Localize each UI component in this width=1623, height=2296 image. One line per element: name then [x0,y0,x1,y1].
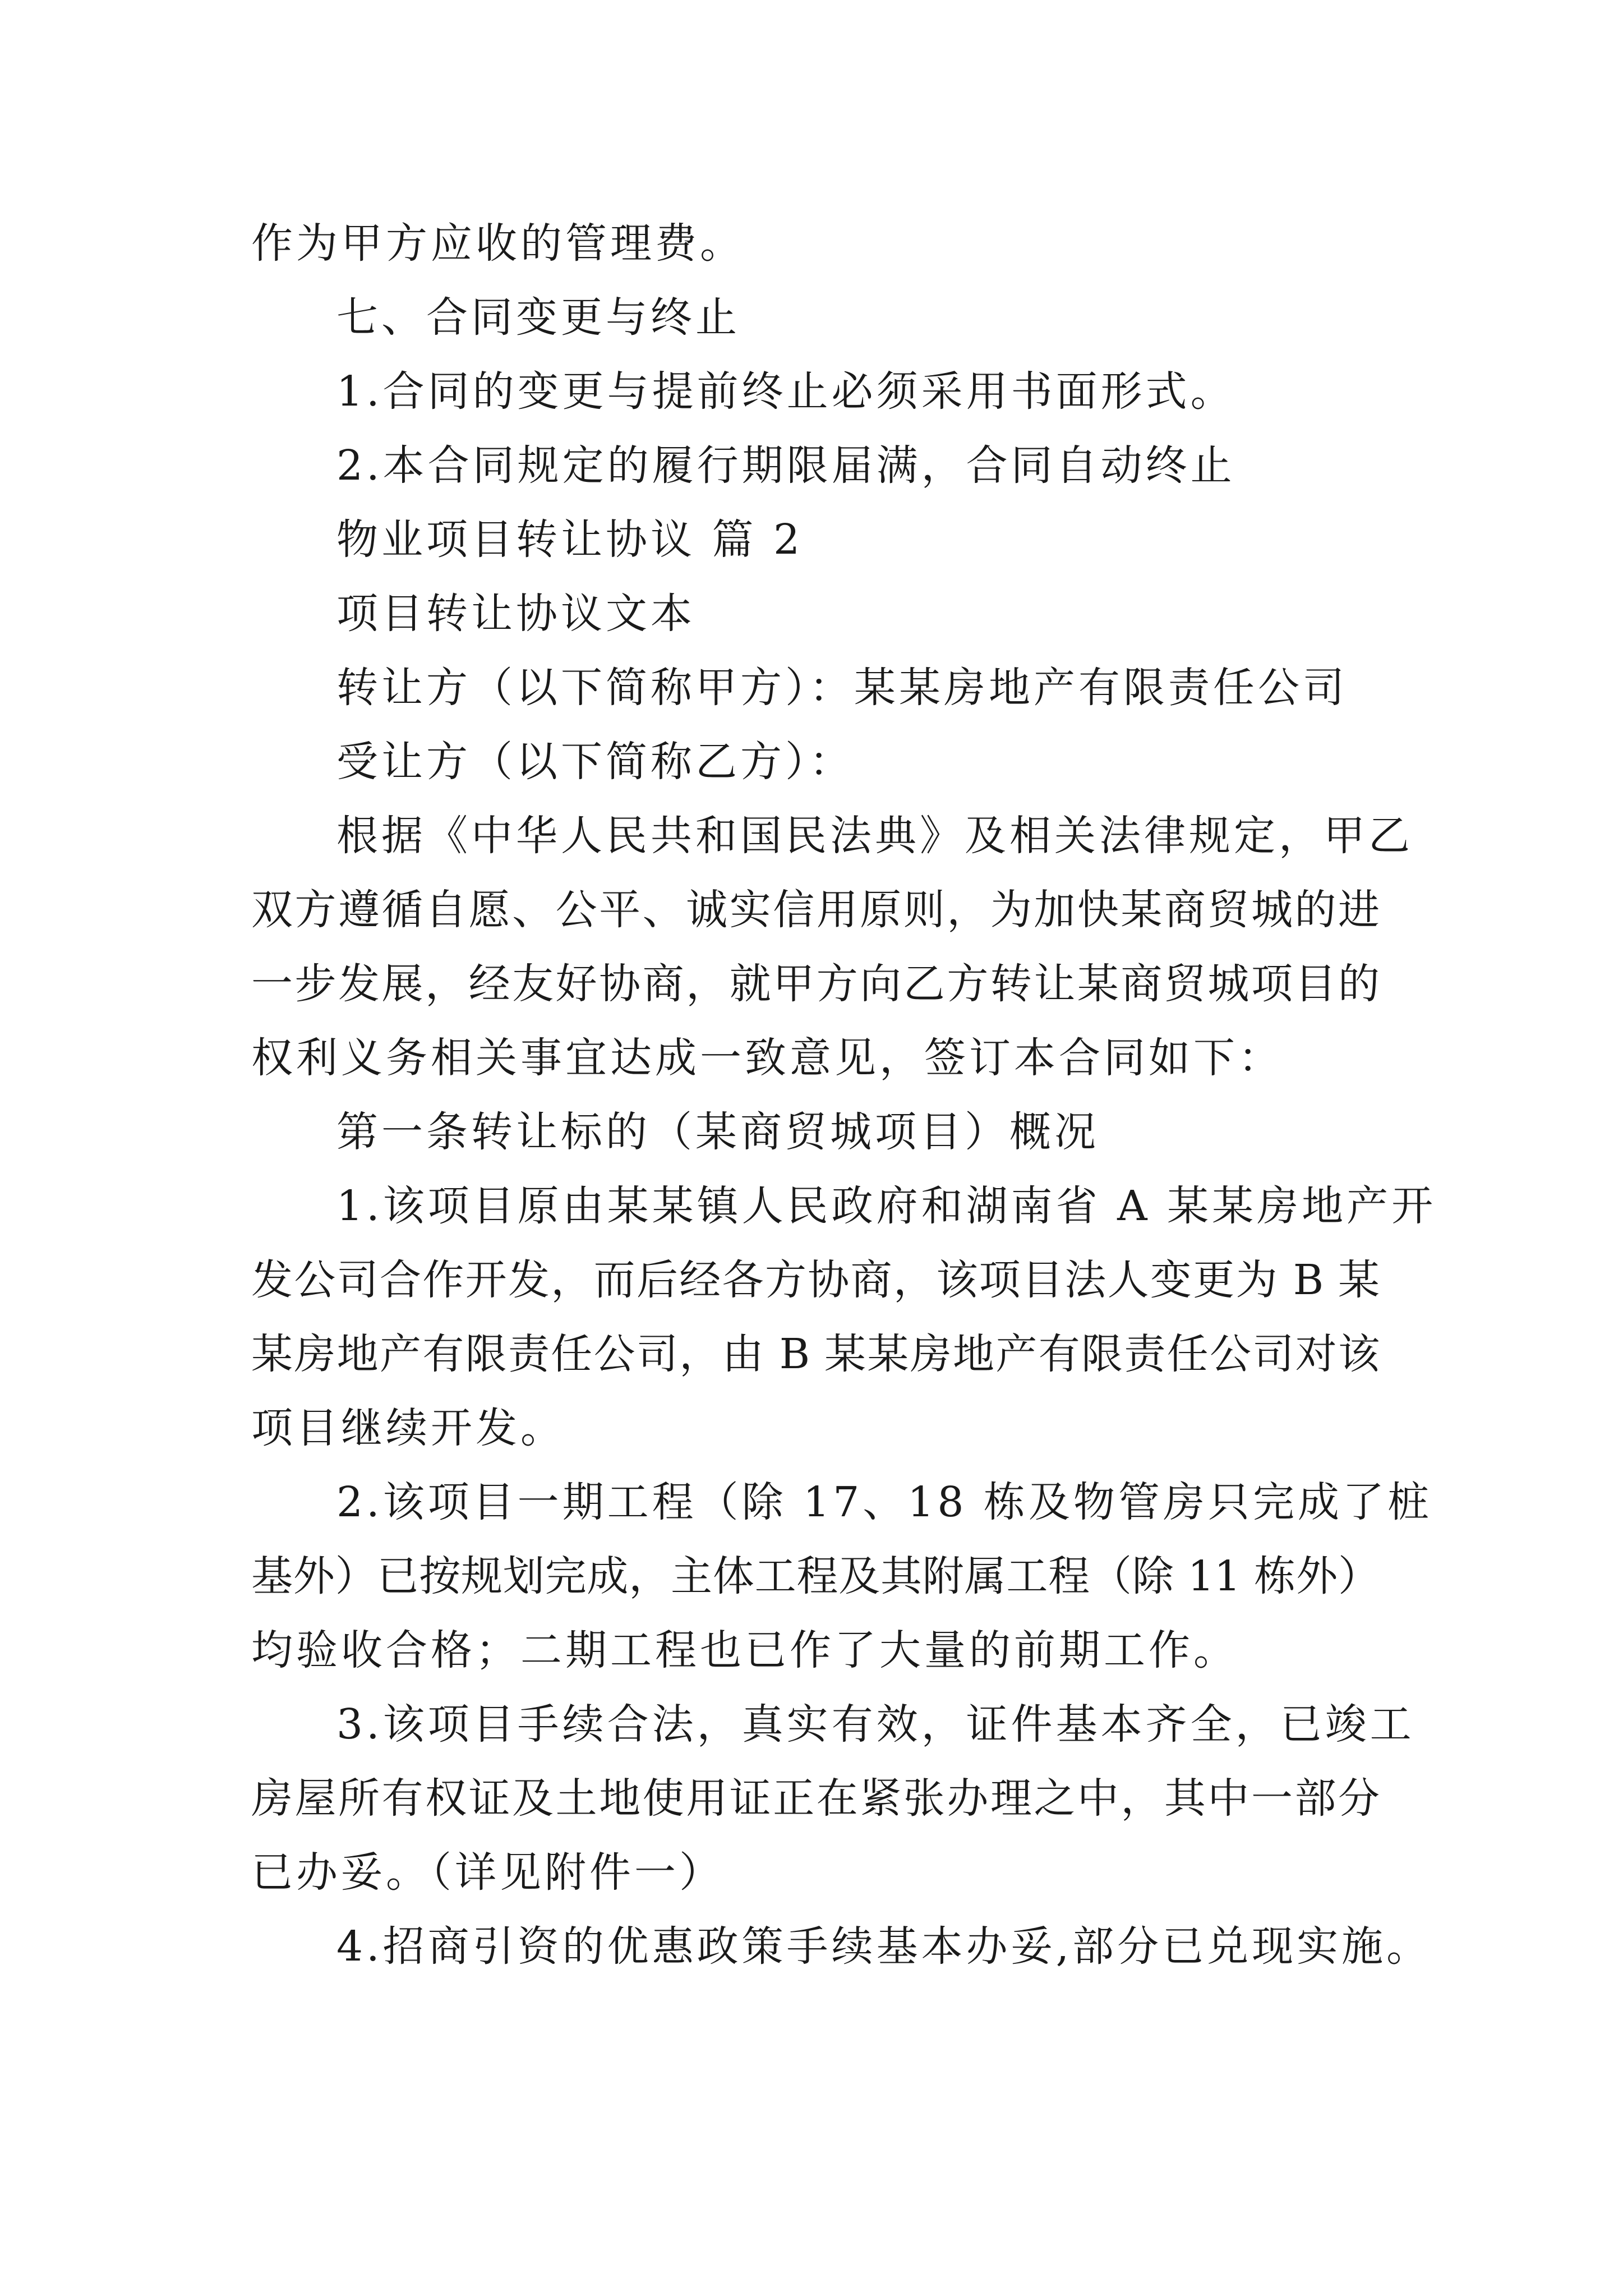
section-heading-7: 七、合同变更与终止 [336,293,740,342]
text-line-1: 作为甲方应收的管理费。 [251,219,745,268]
text-line-21: 3.该项目手续合法，真实有效，证件基本齐全，已竣工 [336,1700,1415,1749]
document-subtitle: 项目转让协议文本 [336,590,695,638]
text-line-23: 已办妥。（详见附件一） [251,1848,724,1897]
text-line-3: 1.合同的变更与提前终止必须采用书面形式。 [336,367,1235,416]
text-line-11: 一步发展，经友好协商，就甲方向乙方转让某商贸城项目的 [251,960,1380,1008]
text-line-24: 4.招商引资的优惠政策手续基本办妥,部分已兑现实施。 [336,1922,1432,1971]
document-title-part-2: 物业项目转让协议 篇 2 [336,516,804,564]
text-line-18: 2.该项目一期工程（除 17、18 栋及物管房只完成了桩 [336,1478,1432,1526]
text-line-14: 1.该项目原由某某镇人民政府和湖南省 A 某某房地产开 [336,1182,1437,1230]
article-1-heading: 第一条转让标的（某商贸城项目）概况 [336,1108,1099,1156]
transferee-line: 受让方（以下简称乙方）： [336,738,854,786]
text-line-4: 2.本合同规定的履行期限届满，合同自动终止 [336,441,1235,490]
text-line-22: 房屋所有权证及土地使用证正在紧张办理之中，其中一部分 [251,1774,1380,1823]
text-line-19: 基外）已按规划完成，主体工程及其附属工程（除 11 栋外） [251,1552,1380,1600]
transferor-line: 转让方（以下简称甲方）：某某房地产有限责任公司 [336,664,1348,712]
text-line-17: 项目继续开发。 [251,1404,565,1452]
text-line-15: 发公司合作开发，而后经各方协商，该项目法人变更为 B 某 [251,1256,1380,1304]
text-line-9: 根据《中华人民共和国民法典》及相关法律规定，甲乙 [336,812,1413,860]
text-line-20: 均验收合格；二期工程也已作了大量的前期工作。 [251,1626,1238,1674]
text-line-12: 权利义务相关事宜达成一致意见，签订本合同如下： [251,1034,1283,1082]
text-line-16: 某房地产有限责任公司，由 B 某某房地产有限责任公司对该 [251,1330,1380,1378]
text-line-10: 双方遵循自愿、公平、诚实信用原则，为加快某商贸城的进 [251,886,1380,934]
